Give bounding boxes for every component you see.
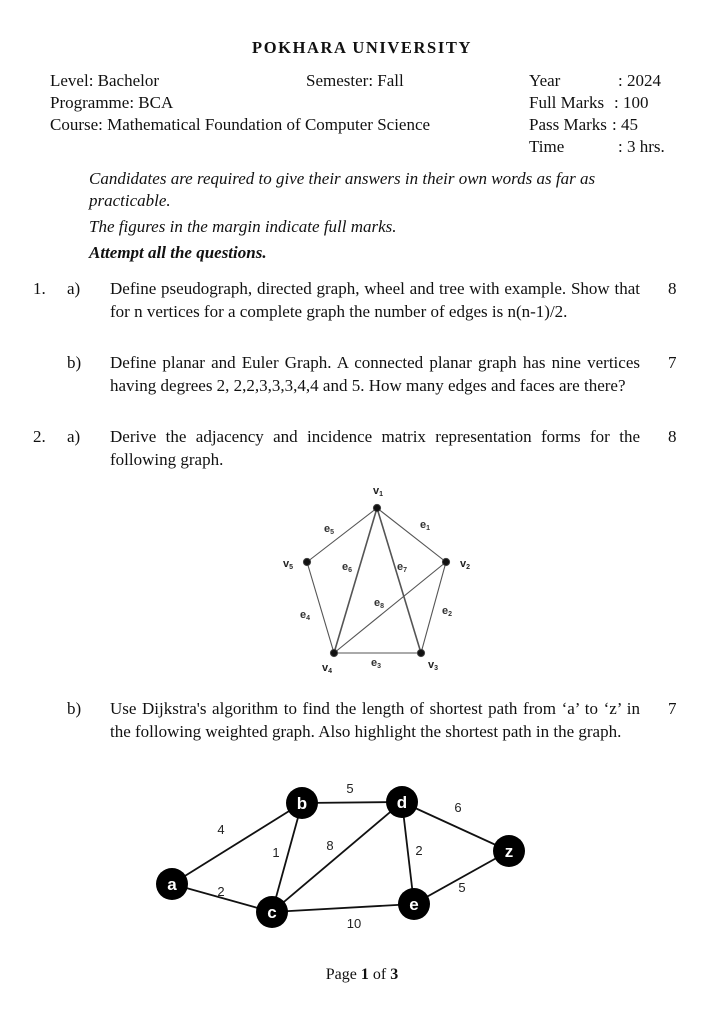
graph1-vertex-label: v3 (428, 659, 439, 672)
graph2-edge-weight: 6 (454, 800, 462, 815)
graph2-edge-weight: 10 (346, 916, 362, 931)
page-footer (0, 966, 724, 984)
graph2-edge-ce (272, 904, 414, 912)
graph1-edge-e4 (307, 562, 334, 653)
course: Course: Mathematical Foundation of Computer Science (50, 115, 431, 134)
level: Level: Bachelor (50, 71, 160, 90)
graph2-edge-weight: 2 (415, 843, 423, 858)
graph2-edge-weight: 1 (272, 845, 280, 860)
question-text: Define planar and Euler Graph. A connected planar graph has nine vertices having degrees 2, 2,2,3,3,3,4,4 and 5. How many edges and faces are there? (110, 353, 640, 395)
of-word: of (372, 966, 387, 983)
graph1-edge-label: e3 (371, 657, 382, 670)
question-marks: 8 (668, 279, 677, 298)
graph2-edge-ez (414, 851, 509, 904)
graph1-edge-e8 (334, 562, 446, 653)
graph1-edge-label: e8 (374, 597, 385, 610)
full-marks-label: Full Marks (529, 93, 605, 112)
question-marks: 8 (668, 427, 677, 446)
pass-marks-label: Pass Marks (529, 115, 607, 134)
graph1-edge-label: e7 (397, 561, 408, 574)
question-text: Derive the adjacency and incidence matrix representation forms for the following graph. (110, 427, 640, 469)
graph1-vertex-v1 (373, 504, 380, 511)
graph1-edge-e1 (377, 508, 446, 562)
graph2-edge-weight: 8 (326, 838, 334, 853)
graph1-edge-e5 (307, 508, 377, 562)
question-text: Define pseudograph, directed graph, wheel and tree with example. Show that for n vertices for a complete graph the number of edges is n(n-1)/2. (110, 279, 640, 321)
full-marks-value: : 100 (614, 93, 649, 112)
graph1-edge-label: e4 (300, 609, 311, 622)
semester: Semester: Fall (306, 71, 404, 90)
graph1-vertex-v5 (303, 558, 310, 565)
part-label: b) (67, 699, 82, 718)
programme: Programme: BCA (50, 93, 174, 112)
graph1-edge-e6 (334, 508, 377, 653)
year-label: Year (529, 71, 561, 90)
graph1-edge-e7 (377, 508, 421, 653)
graph2-vertex-label: z (504, 842, 514, 861)
graph1-vertex-label: v2 (460, 558, 471, 571)
graph2-edge-weight: 4 (217, 822, 225, 837)
graph2-vertex-label: c (267, 903, 277, 922)
question-text: Use Dijkstra's algorithm to find the length of shortest path from ‘a’ to ‘z’ in the following weighted graph. Also highlight the shortest path in the graph. (110, 699, 640, 741)
graph2-edge-weight: 5 (458, 880, 466, 895)
instruction-marks: The figures in the margin indicate full marks. (89, 217, 397, 236)
time-label: Time (529, 137, 565, 156)
graph2-vertex-label: e (409, 895, 419, 914)
instruction-attempt-all: Attempt all the questions. (89, 243, 267, 262)
time-value: : 3 hrs. (618, 137, 665, 156)
question-marks: 7 (668, 699, 677, 718)
graph2-edge-weight: 5 (346, 781, 354, 796)
graph1-vertex-v3 (417, 649, 424, 656)
part-label: a) (67, 427, 81, 446)
page-total: 3 (390, 966, 399, 983)
graph1-vertex-label: v4 (322, 662, 333, 675)
graph1-vertex-label: v5 (283, 558, 294, 571)
graph2-vertex-label: a (167, 875, 177, 894)
graph2-edge-cd (272, 802, 402, 912)
pass-marks-value: : 45 (612, 115, 638, 134)
graph1-vertex-label: v1 (373, 485, 384, 498)
question-marks: 7 (668, 353, 677, 372)
question-number: 2. (33, 427, 46, 446)
year-value: : 2024 (618, 71, 661, 90)
graph1-edge-label: e6 (342, 561, 353, 574)
graph1-vertex-v4 (330, 649, 337, 656)
university-title: POKHARA UNIVERSITY (252, 38, 472, 57)
question-number: 1. (33, 279, 46, 298)
part-label: b) (67, 353, 82, 372)
graph1-edge-label: e5 (324, 523, 335, 536)
graph2-edge-weight: 2 (217, 884, 225, 899)
graph1-vertex-v2 (442, 558, 449, 565)
part-label: a) (67, 279, 81, 298)
graph2-vertex-label: b (296, 794, 308, 813)
instruction-own-words: Candidates are required to give their answers in their own words as far as practicable. (89, 169, 596, 210)
page-word: Page (325, 966, 357, 983)
page-current: 1 (360, 966, 369, 983)
graph1-edge-label: e2 (442, 605, 453, 618)
graph1-edge-label: e1 (420, 519, 431, 532)
graph2-vertex-label: d (396, 793, 408, 812)
